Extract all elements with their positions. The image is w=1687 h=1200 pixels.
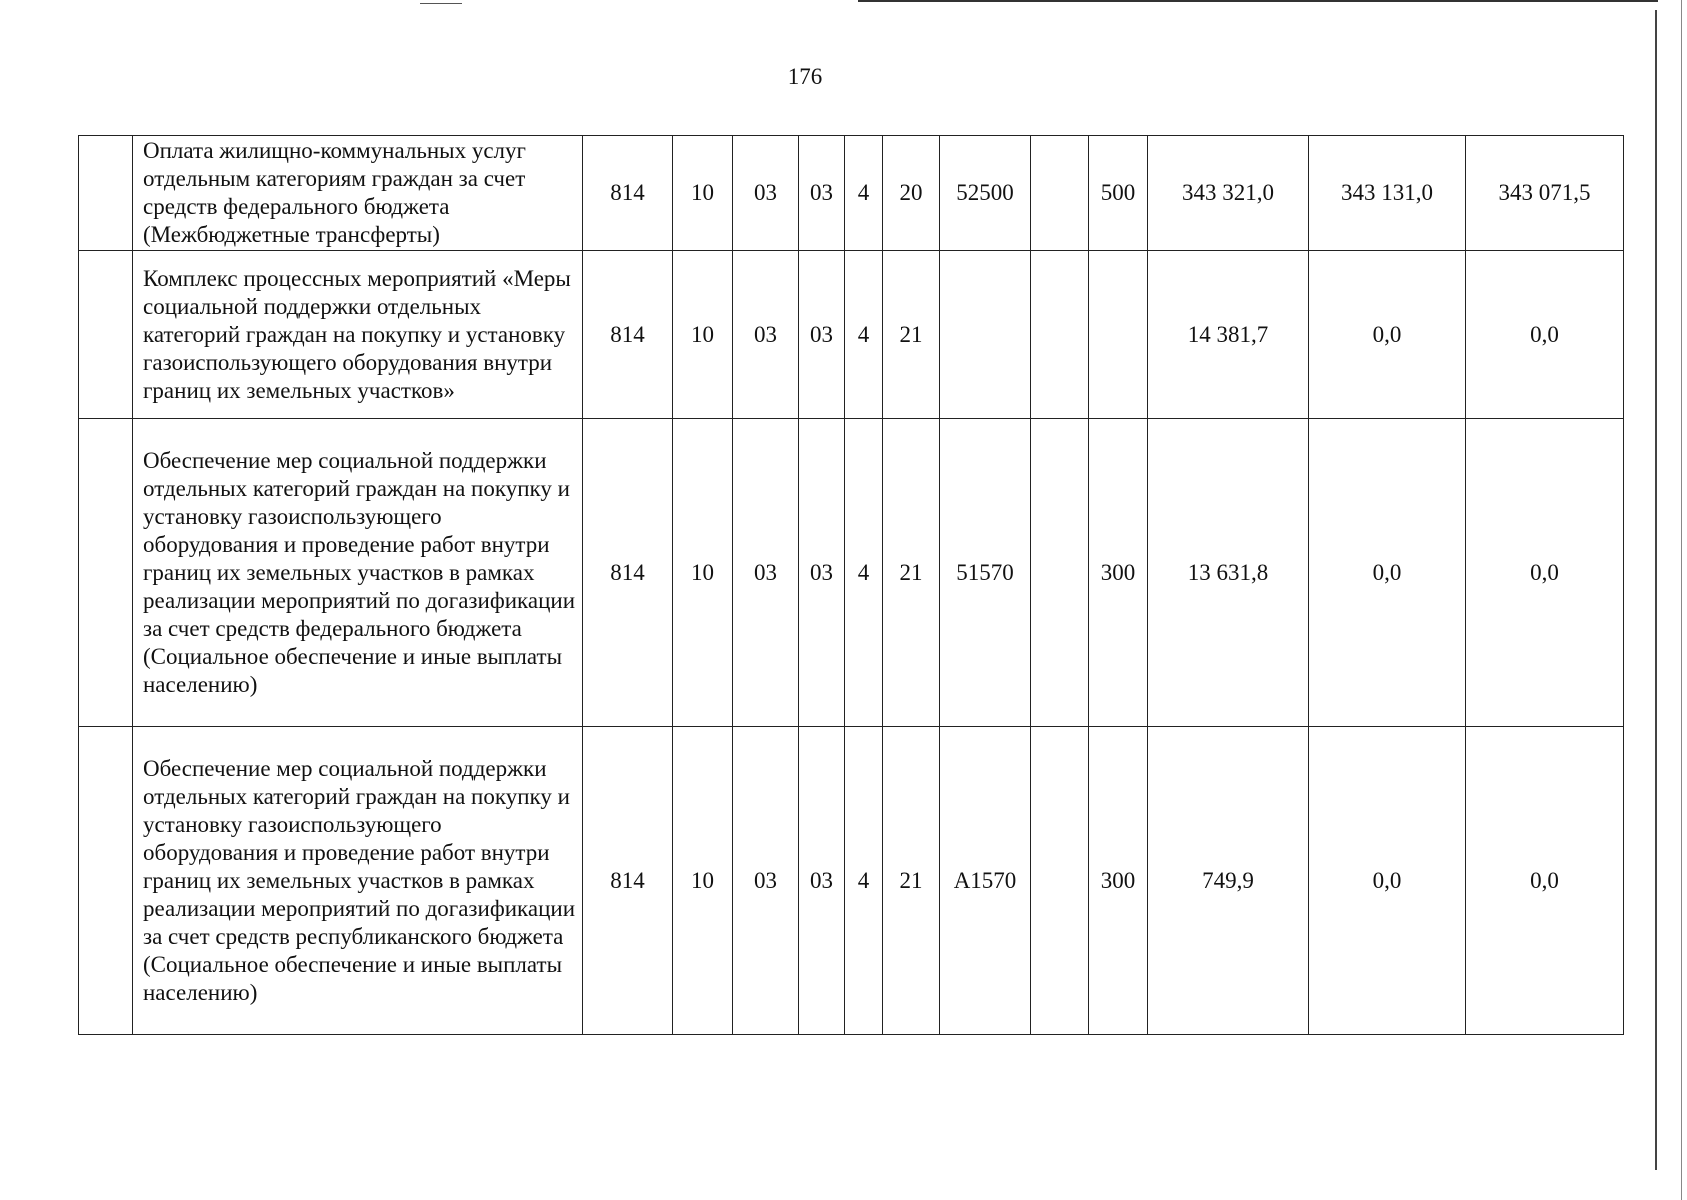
code-cell: 4 — [845, 136, 883, 251]
table-row — [79, 419, 1624, 727]
amount-cell: 749,9 — [1148, 727, 1309, 1035]
row-number-cell — [79, 419, 133, 727]
code-cell: 4 — [845, 727, 883, 1035]
code-cell: 10 — [673, 419, 733, 727]
code-cell: 03 — [733, 251, 799, 419]
amount-cell: 0,0 — [1466, 419, 1624, 727]
code-cell — [1031, 136, 1089, 251]
scan-top-rule — [858, 0, 1658, 2]
page-number: 176 — [787, 64, 823, 89]
code-cell: 52500 — [940, 136, 1031, 251]
amount-cell: 13 631,8 — [1148, 419, 1309, 727]
code-cell: 4 — [845, 251, 883, 419]
amount-cell: 343 071,5 — [1466, 136, 1624, 251]
table-row — [79, 727, 1624, 1035]
code-cell: 21 — [883, 419, 940, 727]
table-row — [79, 251, 1624, 419]
amount-cell: 343 321,0 — [1148, 136, 1309, 251]
budget-table — [78, 135, 1624, 1035]
amount-cell: 14 381,7 — [1148, 251, 1309, 419]
description-cell: Обеспечение мер социальной поддержки отдельных категорий граждан на покупку и установку газоиспользующего оборудования и проведение работ внутри границ их земельных участков в рамках реализации мероприятий по догазификации за счет средств республиканского бюджета (Социальное обеспечение и иные выплаты населению) — [133, 727, 583, 1035]
code-cell: 03 — [733, 419, 799, 727]
scan-right-edge — [1655, 10, 1657, 1170]
code-cell: 814 — [583, 727, 673, 1035]
amount-cell: 343 131,0 — [1309, 136, 1466, 251]
code-cell — [1031, 727, 1089, 1035]
code-cell: 814 — [583, 419, 673, 727]
code-cell: 814 — [583, 136, 673, 251]
code-cell: 03 — [799, 251, 845, 419]
code-cell — [1031, 251, 1089, 419]
code-cell — [940, 251, 1031, 419]
code-cell — [1031, 419, 1089, 727]
code-cell: A1570 — [940, 727, 1031, 1035]
code-cell: 03 — [733, 727, 799, 1035]
code-cell: 03 — [799, 727, 845, 1035]
amount-cell: 0,0 — [1309, 419, 1466, 727]
table-row — [79, 136, 1624, 251]
code-cell: 4 — [845, 419, 883, 727]
code-cell: 814 — [583, 251, 673, 419]
scan-right-edge-outer — [1681, 0, 1682, 1200]
code-cell: 300 — [1089, 419, 1148, 727]
row-number-cell — [79, 136, 133, 251]
code-cell: 51570 — [940, 419, 1031, 727]
amount-cell: 0,0 — [1466, 727, 1624, 1035]
code-cell: 21 — [883, 251, 940, 419]
code-cell: 20 — [883, 136, 940, 251]
row-number-cell — [79, 251, 133, 419]
row-number-cell — [79, 727, 133, 1035]
code-cell: 10 — [673, 251, 733, 419]
code-cell: 03 — [799, 136, 845, 251]
description-cell: Обеспечение мер социальной поддержки отдельных категорий граждан на покупку и установку газоиспользующего оборудования и проведение работ внутри границ их земельных участков в рамках реализации мероприятий по догазификации за счет средств федерального бюджета (Социальное обеспечение и иные выплаты населению) — [133, 419, 583, 727]
code-cell: 500 — [1089, 136, 1148, 251]
code-cell: 21 — [883, 727, 940, 1035]
code-cell: 03 — [799, 419, 845, 727]
amount-cell: 0,0 — [1466, 251, 1624, 419]
amount-cell: 0,0 — [1309, 727, 1466, 1035]
scan-top-mark — [420, 3, 462, 4]
description-cell: Комплекс процессных мероприятий «Меры социальной поддержки отдельных категорий граждан на покупку и установку газоиспользующего оборудования внутри границ их земельных участков» — [133, 251, 583, 419]
code-cell: 10 — [673, 727, 733, 1035]
code-cell — [1089, 251, 1148, 419]
code-cell: 300 — [1089, 727, 1148, 1035]
amount-cell: 0,0 — [1309, 251, 1466, 419]
description-cell: Оплата жилищно-коммунальных услуг отдельным категориям граждан за счет средств федерального бюджета (Межбюджетные трансферты) — [133, 136, 583, 251]
code-cell: 03 — [733, 136, 799, 251]
code-cell: 10 — [673, 136, 733, 251]
